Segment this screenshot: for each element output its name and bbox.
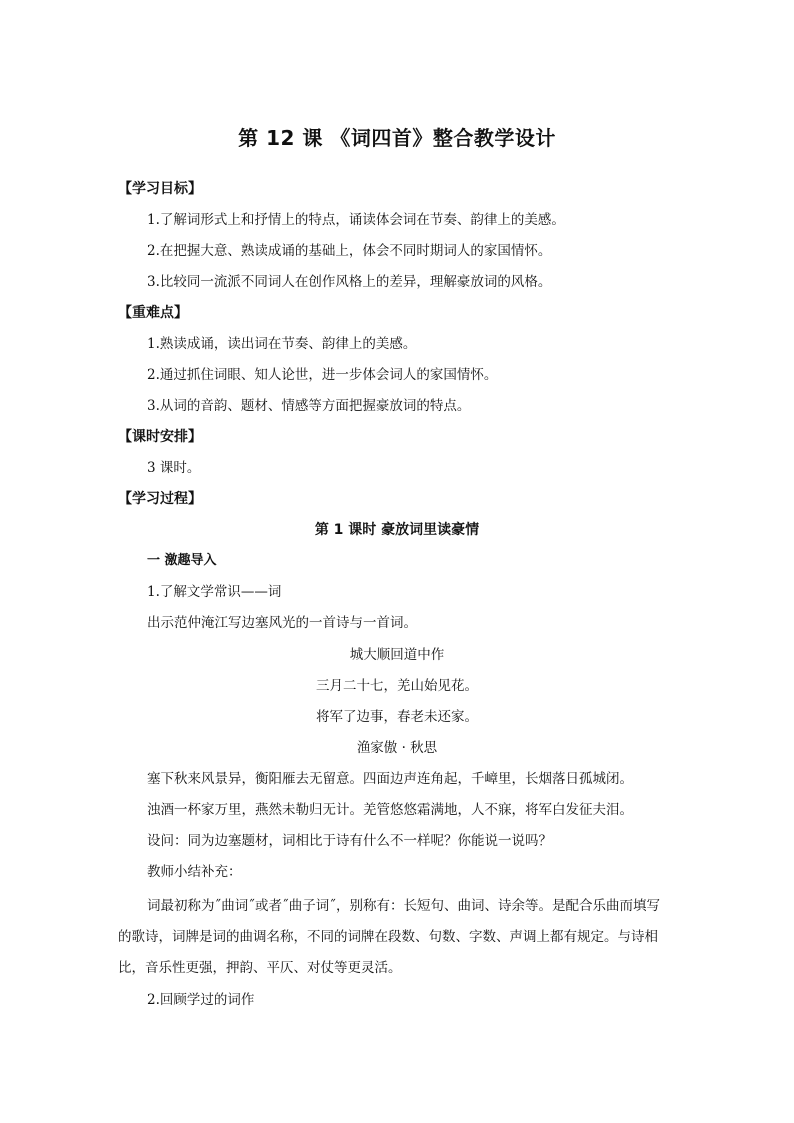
objective-item-2: 2.在把握大意、熟读成诵的基础上，体会不同时期词人的家国情怀。 (147, 243, 552, 259)
document-title: 第 12 课 《词四首》整合教学设计 (238, 126, 556, 150)
schedule-text: 3 课时。 (147, 460, 201, 476)
poem-line-1: 三月二十七，羌山始见花。 (316, 678, 478, 694)
objectives-heading: 【学习目标】 (118, 181, 202, 197)
schedule-heading: 【课时安排】 (118, 429, 202, 445)
key-points-heading: 【重难点】 (118, 305, 188, 321)
lesson-title: 第 1 课时 豪放词里读豪情 (314, 522, 480, 538)
key-point-item-2: 2.通过抓住词眼、知人论世，进一步体会词人的家国情怀。 (147, 367, 498, 383)
step-1: 1.了解文学常识——词 (147, 584, 282, 600)
step-2: 2.回顾学过的词作 (147, 992, 255, 1008)
objective-item-3: 3.比较同一流派不同词人在创作风格上的差异，理解豪放词的风格。 (147, 274, 552, 290)
summary-line-3: 比，音乐性更强，押韵、平仄、对仗等更灵活。 (118, 960, 402, 976)
part-heading: 一 激趣导入 (147, 553, 217, 568)
key-point-item-1: 1.熟读成诵，读出词在节奏、韵律上的美感。 (147, 336, 417, 352)
poem-line-2: 将军了边事，春老未还家。 (316, 709, 478, 725)
summary-label: 教师小结补充： (147, 864, 242, 880)
objective-item-1: 1.了解词形式上和抒情上的特点，诵读体会词在节奏、韵律上的美感。 (147, 212, 565, 228)
poem-title: 城大顺回道中作 (349, 647, 445, 663)
key-point-item-3: 3.从词的音韵、题材、情感等方面把握豪放词的特点。 (147, 398, 471, 414)
ci-line-2: 浊酒一杯家万里，燕然未勒归无计。羌管悠悠霜满地，人不寐，将军白发征夫泪。 (147, 802, 633, 818)
summary-line-2: 的歌诗，词牌是词的曲调名称，不同的词牌在段数、句数、字数、声调上都有规定。与诗相 (118, 929, 658, 945)
ci-title: 渔家傲 · 秋思 (356, 740, 438, 756)
question-text: 设问：同为边塞题材，词相比于诗有什么不一样呢？你能说一说吗？ (147, 833, 552, 849)
summary-line-1: 词最初称为˝曲词˝或者˝曲子词˝，别称有：长短句、曲词、诗余等。是配合乐曲而填写 (147, 898, 660, 914)
ci-line-1: 塞下秋来风景异，衡阳雁去无留意。四面边声连角起，千嶂里，长烟落日孤城闭。 (147, 771, 633, 787)
intro-text: 出示范仲淹江写边塞风光的一首诗与一首词。 (147, 615, 417, 631)
process-heading: 【学习过程】 (118, 491, 202, 507)
